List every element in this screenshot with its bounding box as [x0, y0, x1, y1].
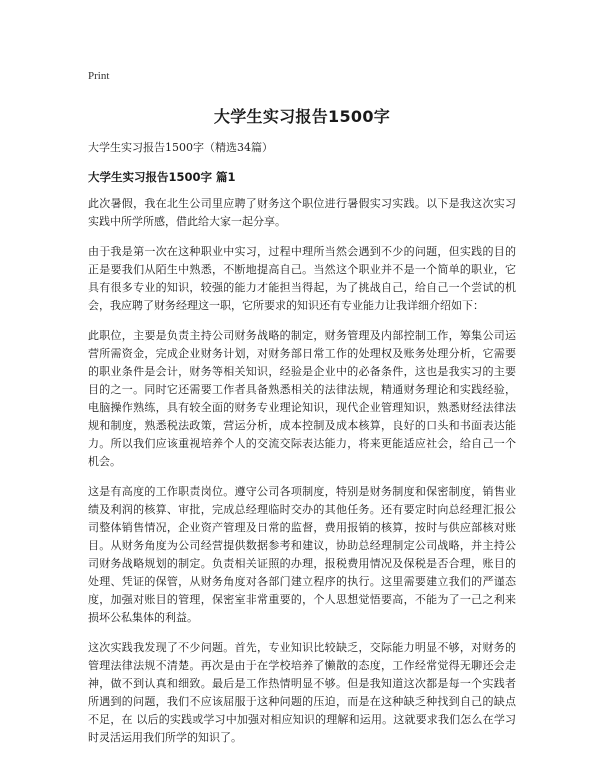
document-page	[88, 70, 516, 759]
paragraph-4: 这是有高度的工作职责岗位。遵守公司各项制度，特别是财务制度和保密制度，销售业绩及利润的核算、审批，完成总经理临时交办的其他任务。还有要定时向总经理汇报公司整体销售情况，企业资产管理及日常的监督，费用报销的核算，按时与供应部核对账目。从财务角度为公司经营提供数据参考和建议，协助总经理制定公司战略，并主持公司财务战略规划的制定。负责相关证照的办理，报税费用情况及保税是否合理，账目的处理、凭证的保管，从财务角度对各部门建立程序的执行。这里需要建立我们的严谨态度，加强对账目的管理，保密室非常重要的，个人思想觉悟要高，不能为了一己之利来损坏公私集体的利益。	[88, 485, 516, 624]
document-subtitle: 大学生实习报告1500字（精选34篇）	[88, 141, 273, 154]
paragraph-5: 这次实践我发现了不少问题。首先，专业知识比较缺乏，交际能力明显不够，对财务的管理法律法规不清楚。再次是由于在学校培养了懒散的态度，工作经常觉得无聊还会走神，做不到认真和细致。最后是工作热情明显不够。但是我知道这次都是每一个实践者所遇到的问题，我们不应该屈服于这种问题的压迫，而是在这种缺乏种找到自己的缺点不足，在 以后的实践或学习中加强对相应知识的理解和运用。这就要求我们怎么在学习时灵活运用我们所学的知识了。	[88, 641, 516, 744]
paragraph-1: 此次暑假，我在北生公司里应聘了财务这个职位进行暑假实习实践。以下是我这次实习实践中所学所感，借此给大家一起分享。	[88, 197, 516, 228]
document-title: 大学生实习报告1500字	[213, 107, 391, 126]
section-heading: 大学生实习报告1500字 篇1	[88, 170, 236, 184]
print-label[interactable]: Print	[88, 70, 110, 82]
paragraph-2: 由于我是第一次在这种职业中实习，过程中理所当然会遇到不少的问题，但实践的目的正是要我们从陌生中熟悉，不断地提高自己。当然这个职业并不是一个简单的职业，它具有很多专业的知识，较强的能力才能担当得起，为了挑战自己，给自己一个尝试的机会，我应聘了财务经理这一职，它所要求的知识还有专业能力让我详细介绍如下：	[88, 245, 516, 312]
paragraph-3: 此职位，主要是负责主持公司财务战略的制定，财务管理及内部控制工作，筹集公司运营所需资金，完成企业财务计划，对财务部日常工作的处理权及账务处理分析，它需要的职业条件是会计，财务等相关知识，经验是企业中的必备条件，这也是我实习的主要目的之一。同时它还需要工作者具备熟悉相关的法律法规，精通财务理论和实践经验，电脑操作熟练，具有较全面的财务专业理论知识，现代企业管理知识，熟悉财经法律法规和制度，熟悉税法政策，营运分析，成本控制及成本核算，良好的口头和书面表达能力。所以我们应该重视培养个人的交流交际表达能力，将来更能适应社会，给自己一个机会。	[88, 329, 516, 468]
